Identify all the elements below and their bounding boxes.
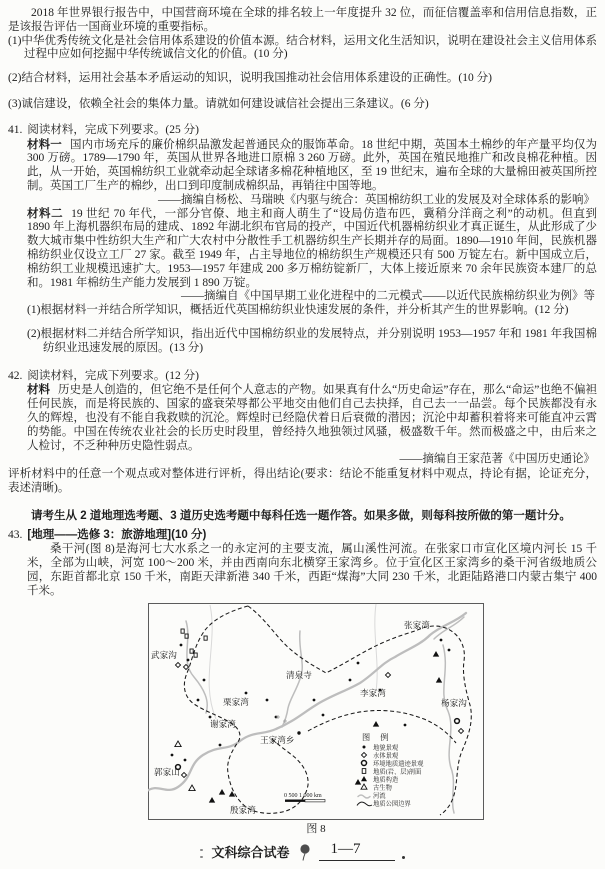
structure-markers bbox=[209, 651, 442, 803]
q40-sub-question-2: (2)结合材料，运用社会基本矛盾运动的知识，说明我国推动社会信用体系建设的正确性。(10 分) bbox=[8, 72, 492, 85]
map-frame bbox=[149, 604, 484, 820]
q42-body bbox=[8, 384, 597, 467]
q40-intro-paragraph: 2018 年世界银行报告中，中国营商环境在全球的排名较上一年度提升 32 位，而征信覆盖率和信用信息指数，正是该报告评估一国商业环境的重要指标。 bbox=[8, 7, 597, 33]
q42-stem-line bbox=[8, 370, 597, 384]
q42-material bbox=[27, 384, 597, 453]
figure-caption: 图 8 bbox=[306, 823, 326, 836]
scale-segment-filled bbox=[285, 800, 305, 802]
scale-bar bbox=[284, 793, 325, 802]
q41-material-2-label: 材料二 bbox=[27, 207, 64, 220]
q43-title: [地理——选修 3：旅游地理](10 分) bbox=[27, 528, 207, 541]
geopark-map bbox=[148, 603, 484, 820]
q40-sub-question-1: (1)中华优秀传统文化是社会信用体系建设的价值本源。结合材料，运用文化生活知识，说明在建设社会主义信用体系过程中应如何挖掘中华传统诚信文化的价值。(10 分) bbox=[8, 34, 597, 61]
legend-label-water: 水体景观 bbox=[373, 752, 399, 760]
legend-label-relic: 环境地质遗迹景观 bbox=[373, 760, 424, 768]
scale-text: 0 500 1 000 km bbox=[284, 793, 322, 800]
q42-number: 42. bbox=[8, 369, 23, 382]
label-yangjiagou: 杨家沟 bbox=[441, 698, 467, 709]
legend-label-landform: 地貌景观 bbox=[373, 744, 399, 752]
q41-material-1-label: 材料一 bbox=[27, 138, 62, 151]
q43-paragraph: 桑干河(图 8)是海河七大水系之一的永定河的主要支流，属山溪性河流。在张家口市宣化区境内河长 15 千米，全部为山峡，河宽 100～200 米，并由西南向东北横穿王家湾乡。位于宣化区王家湾乡的桑干河省级地质公园，东距首都北京 150 千米，南距天津新港 340 千米，西距“煤海”大同 230 千米，北距陆路港口内蒙古集宁 400 千米。 bbox=[27, 543, 597, 597]
q41-material-1 bbox=[27, 139, 597, 194]
label-zhangjiawan: 张家湾 bbox=[404, 620, 430, 631]
legend-title: 图 例 bbox=[362, 733, 393, 743]
label-wujiagou: 武家沟 bbox=[151, 650, 177, 661]
question-43 bbox=[8, 529, 597, 599]
exam-page bbox=[8, 7, 597, 861]
question-42 bbox=[8, 370, 597, 496]
selection-notice: 请考生从 2 道地理选考题、3 道历史选考题中每科任选一题作答。如果多做，则每科按所做的第一题计分。 bbox=[31, 509, 571, 522]
q42-task: 评析材料中的任意一个观点或对整体进行评析，得出结论(要求：结论不能重复材料中观点，持论有据，论证充分，表述清晰)。 bbox=[8, 468, 597, 494]
label-xiejiawan: 谢家湾 bbox=[210, 719, 236, 730]
legend-square-icon bbox=[362, 769, 366, 774]
ink-mark bbox=[200, 849, 204, 861]
scale-segment-open bbox=[305, 800, 325, 802]
page-footer bbox=[8, 840, 597, 861]
q41-material-1-source: ——摘编自杨松、马瑞映《内驱与统合：英国棉纺织工业的发展及对全球体系的影响》 bbox=[158, 193, 595, 206]
legend-diamond-icon bbox=[361, 753, 366, 758]
cross-markers bbox=[276, 715, 287, 723]
q43-body bbox=[8, 543, 597, 598]
q41-material-2 bbox=[27, 208, 597, 291]
q42-material-label: 材料 bbox=[27, 384, 51, 397]
legend-filled-triangle-icon bbox=[361, 776, 367, 781]
dot-mark bbox=[402, 856, 405, 859]
legend-river-icon bbox=[358, 795, 370, 798]
river-lines bbox=[148, 613, 466, 816]
label-lijiawan-east: 李家湾 bbox=[360, 688, 386, 699]
landform-markers bbox=[171, 639, 451, 762]
legend-boundary-icon bbox=[357, 803, 372, 807]
q41-body bbox=[8, 139, 597, 356]
page-number-underline bbox=[319, 840, 395, 861]
q41-material-1-text: 国内市场充斥的廉价棉织品激发起普通民众的服饰革命。18 世纪中期，英国本土棉纱的年产量平均仅为 300 万磅。1789—1790 年，英国从世界各地进口原棉 3 260 万磅。此外，英国在殖民地推广和改良棉花种植。因此，从一开始，英国棉纺织工业就牵动起全球诸多棉花种植地区，至 19 世纪末，遍布全球的大量棉田被英国所控制。英国工厂生产的棉纱，出口到印度制成棉织品，再销往中国等地。 bbox=[27, 138, 598, 192]
label-yinjiawan: 殷家湾 bbox=[230, 805, 256, 816]
q43-number: 43. bbox=[8, 528, 23, 541]
q41-number: 41. bbox=[8, 123, 23, 136]
q43-title-line bbox=[8, 529, 597, 543]
legend-open-triangle-icon bbox=[361, 784, 367, 789]
label-guojiashan: 郭家山 bbox=[154, 767, 180, 778]
label-lijiawan-west: 栗家湾 bbox=[223, 697, 249, 708]
q41-material-2-source: ——摘编自《中国早期工业化进程中的二元模式——以近代民族棉纺织业为例》等 bbox=[181, 290, 595, 303]
q41-sub-question-2: (2)根据材料二并结合所学知识，指出近代中国棉纺织业的发展特点，并分别说明 1953—1957 年和 1981 年我国棉纺织业迅速发展的原因。(13 分) bbox=[27, 327, 597, 354]
legend-dot-icon bbox=[363, 746, 366, 749]
q40-sub-question-3: (3)诚信建设，依赖全社会的集体力量。请就如何建设诚信社会提出三条建议。(6 分) bbox=[8, 97, 429, 110]
q42-material-text: 历史是人创造的，但它绝不是任何个人意志的产物。如果真有什么“历史命运”存在，那么“命运”也绝不偏袒任何民族，而是将民族的、国家的盛衰荣辱都公平地交由他们自己去抉择，自己去一一品尝。每个民族都没有永久的辉煌，也没有不能自我救赎的沉沦。辉煌时已经隐伏着日后衰微的潜因；沉沦中却蓄积着将来可能直冲云霄的势能。中国在传统农业社会的长历史时段里，曾经持久地独领过风骚，极盛数千年。然而极盛之中，由后来之人检讨，不乏种种历史隐性弱点。 bbox=[27, 384, 597, 452]
label-wangjiawan-township: 王家湾乡 bbox=[260, 735, 295, 746]
q42-material-source: ——摘编自王家范著《中国历史通论》 bbox=[399, 453, 595, 466]
legend-label-river: 河流 bbox=[373, 792, 386, 800]
pin-icon bbox=[297, 844, 312, 861]
q41-sub-question-1: (1)根据材料一并结合所学知识，概括近代英国棉纺织业快速发展的条件，并分析其产生的世界影响。(12 分) bbox=[27, 304, 569, 317]
q41-material-2-text: 19 世纪 70 年代，一部分官僚、地主和商人萌生了“设局仿造布匹，冀稍分洋商之利”的动机。但直到 1890 年上海机器织布局的建成、1892 年湖北织布官局的投产，中国近代机器棉纺织业才真正诞生，从此形成了少数大城市集中性纺织大生产和广大农村中分散性手工机器纺织生产长期并存的局面。1890—1910 年间，民族机器棉纺织业仅设立工厂 27 家。截至 1949 年，占主导地位的棉纺织生产规模还只有 500 万锭左右。新中国成立后，棉纺织工业规模迅速扩大。1953—1957 年建成 200 多万棉纺锭新厂，大体上接近原来 70 余年民族资本建厂的总和。1981 年棉纺生产能力发展到 1 890 万锭。 bbox=[27, 207, 597, 289]
q41-stem: 阅读材料，完成下列要求。(25 分) bbox=[27, 123, 199, 136]
map-legend bbox=[357, 732, 424, 807]
footer-title: 文科综合试卷 bbox=[211, 845, 290, 861]
label-qingquansi: 清泉寺 bbox=[286, 670, 312, 681]
figure-8 bbox=[148, 603, 484, 836]
legend-label-profile: 地质(岩、层)剖面 bbox=[373, 768, 422, 776]
page-number: 1—7 bbox=[330, 840, 361, 857]
legend-bold-circle-icon bbox=[362, 761, 367, 766]
question-41 bbox=[8, 124, 597, 356]
legend-label-structure: 地质构造 bbox=[373, 776, 399, 784]
legend-label-boundary: 地质公园边界 bbox=[373, 800, 411, 808]
legend-label-paleontology: 古生物 bbox=[373, 784, 392, 792]
q41-stem-line bbox=[8, 124, 597, 138]
q42-stem: 阅读材料，完成下列要求。(12 分) bbox=[27, 369, 199, 382]
question-40-continued bbox=[8, 7, 597, 112]
